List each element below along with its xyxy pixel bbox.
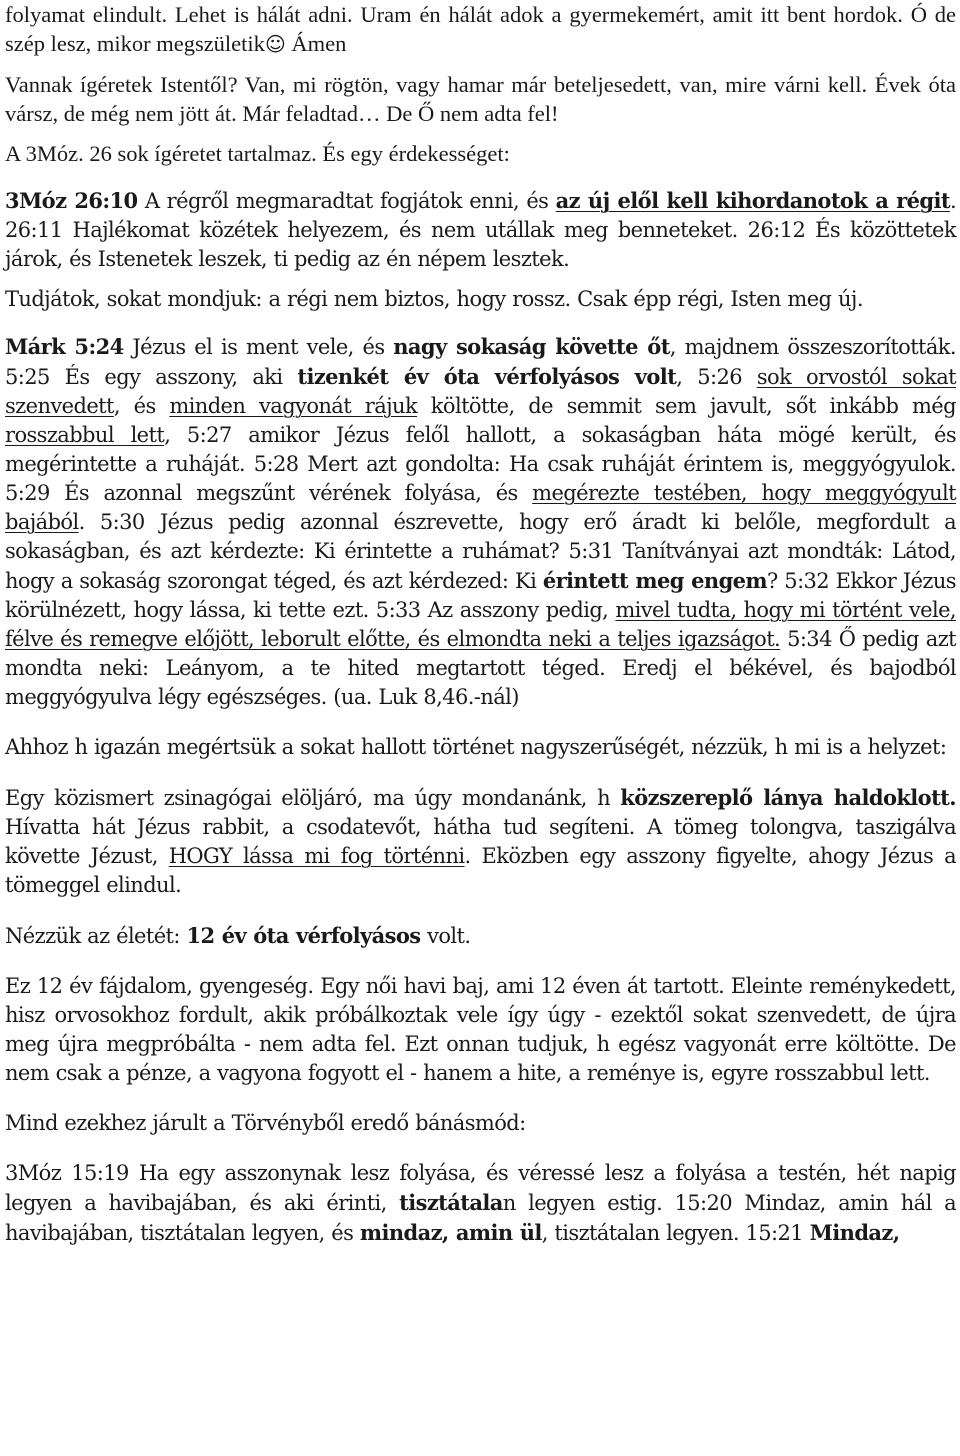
text-run: , 5:27 amikor Jézus felől hallott, a sokaságban háta mögé került, és megérintette a ruháját. 5:28 Mert azt gondolta: Ha csak ruháját érintem is, meggyógyulok. 5:29 És azonnal megszűnt vérének folyása, és: [5, 423, 956, 505]
text-run: A régről megmaradtat fogjátok enni, és: [137, 189, 556, 213]
text-run: Hívatta hát Jézus rabbit, a csodatevőt, hátha tud segíteni. A tömeg tolongva, taszigálva követte Jézust,: [5, 815, 956, 868]
text-run: Ahhoz h igazán megértsük a sokat hallott történet nagyszerűségét, nézzük, h mi is a helyzet:: [5, 735, 947, 759]
emphasis-text: 12 év óta vérfolyásos: [186, 923, 421, 948]
document-page: [5, 0, 956, 1248]
text-run: ? 5:32 Ekkor Jézus körülnézett, hogy lássa, ki tette ezt. 5:33 Az asszony pedig,: [5, 569, 956, 622]
text-run: n legyen estig. 15:20 Mindaz, amin hál a havibajában, tisztátalan legyen, és: [5, 1191, 956, 1245]
text-run: , 5:26: [676, 365, 757, 389]
text-run: , tisztátalan legyen. 15:21: [541, 1221, 810, 1245]
text-run: Ámen: [285, 31, 347, 56]
emphasis-text: 3Móz 26:10: [5, 188, 138, 213]
paragraph: [5, 186, 956, 274]
emphasis-text: sok orvostól sokat szenvedett: [5, 365, 956, 418]
emphasis-text: Márk 5:24: [5, 334, 124, 359]
text-run: . 26:11 Hajlékomat közétek helyezem, és nem utállak meg benneteket. 26:12 És közöttetek járok, és Istenetek leszek, ti pedig az én népem lesztek.: [5, 189, 957, 271]
emphasis-text: az új elől kell kihordanotok a régit: [555, 188, 950, 213]
text-run: . Eközben egy asszony figyelte, ahogy Jézus a tömeggel elindul.: [5, 844, 957, 897]
emphasis-text: rosszabbul lett: [5, 423, 165, 447]
text-run: , majdnem összeszorították. 5:25 És egy asszony, aki: [5, 335, 956, 389]
text-run: . 5:30 Jézus pedig azonnal észrevette, hogy erő áradt ki belőle, megfordult a sokaságban, és azt kérdezte: Ki érintette a ruhámat? 5:31 Tanítványai azt mondták: Látod, hogy a sokaság szorongat téged, és azt kérdezed: Ki: [5, 510, 956, 593]
paragraph: [5, 0, 956, 59]
text-run: Nézzük az életét:: [5, 924, 187, 948]
emphasis-text: érintett meg engem: [542, 568, 768, 593]
emphasis-text: Mindaz,: [809, 1220, 900, 1245]
text-run: , és: [113, 394, 170, 418]
paragraph: [5, 921, 956, 951]
paragraph: [5, 139, 956, 168]
emphasis-text: HOGY lássa mi fog történni: [168, 844, 465, 868]
paragraph: [5, 733, 956, 762]
emphasis-text: mindaz, amin ül: [359, 1220, 542, 1245]
paragraph: [5, 1159, 956, 1248]
emphasis-text: mivel tudta, hogy mi történt vele, félve és remegve előjött, leborult előtte, és elmondta neki a teljes igazságot.: [5, 598, 956, 651]
emphasis-text: nagy sokaság követte őt: [393, 334, 670, 359]
paragraph: [5, 285, 956, 314]
text-run: 3Móz 15:19 Ha egy asszonynak lesz folyása, és véressé lesz a folyása a testén, hét napig legyen a havibajában, és aki érinti,: [5, 1161, 956, 1215]
emphasis-text: tizenkét év óta vérfolyásos volt: [297, 364, 677, 389]
paragraph: [5, 1109, 956, 1138]
emphasis-text: tisztátala: [399, 1190, 503, 1215]
paragraph: [5, 70, 956, 128]
text-run: A 3Móz. 26 sok ígéretet tartalmaz. És egy érdekességet:: [5, 141, 510, 166]
smiley-icon: ☺: [264, 32, 286, 56]
paragraph: [5, 332, 956, 712]
emphasis-text: közszereplő lánya haldoklott.: [620, 785, 956, 810]
text-run: Ez 12 év fájdalom, gyengeség. Egy női havi baj, ami 12 éven át tartott. Eleinte reménykedett, hisz orvosokhoz fordult, akik próbálkoztak vele így úgy - ezektől sokat szenvedett, de újra meg újra megpróbálta - nem adta fel. Ezt onnan tudjuk, h egész vagyonát erre költötte. De nem csak a pénze, a vagyona fogyott el - hanem a hite, a reménye is, egyre rosszabbul lett.: [5, 974, 956, 1085]
text-run: Jézus el is ment vele, és: [123, 335, 394, 359]
text-run: költötte, de semmit sem javult, sőt inkább még: [417, 394, 956, 418]
text-run: volt.: [420, 924, 471, 948]
text-run: folyamat elindult. Lehet is hálát adni. Uram én hálát adok a gyermekemért, amit itt bent hordok. Ó de szép lesz, mikor megszületik: [5, 2, 956, 56]
text-run: 5:34 Ő pedig azt mondta neki: Leányom, a te hited megtartott téged. Eredj el békével, és bajodból meggyógyulva légy egészséges. (ua. Luk 8,46.-nál): [5, 627, 957, 709]
paragraph: [5, 783, 956, 900]
text-run: Mind ezekhez járult a Törvényből eredő bánásmód:: [5, 1111, 526, 1135]
paragraph: [5, 972, 956, 1088]
emphasis-text: megérezte testében, hogy meggyógyult bajából: [5, 481, 956, 534]
text-run: Vannak ígéretek Istentől? Van, mi rögtön, vagy hamar már beteljesedett, van, mire várni kell. Évek óta vársz, de még nem jött át. Már feladtad… De Ő nem adta fel!: [5, 72, 956, 126]
text-run: Tudjátok, sokat mondjuk: a régi nem biztos, hogy rossz. Csak épp régi, Isten meg új.: [5, 287, 863, 311]
text-run: Egy közismert zsinagógai elöljáró, ma úgy mondanánk, h: [5, 786, 621, 810]
emphasis-text: minden vagyonát rájuk: [169, 394, 418, 418]
